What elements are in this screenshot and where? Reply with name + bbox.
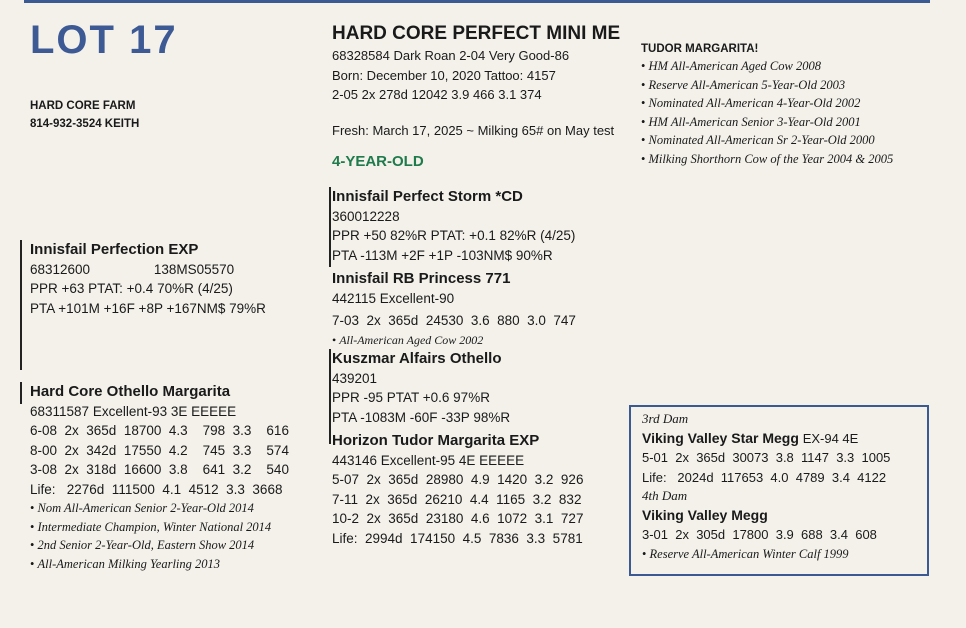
sire-pta: PTA +101M +16F +8P +167NM$ 79%R xyxy=(30,300,266,316)
tudor-honor: • Nominated All-American Sr 2-Year-Old 2000 xyxy=(641,131,893,150)
animal-block xyxy=(332,22,620,105)
fourth-dam-name: Viking Valley Megg xyxy=(642,506,768,523)
sire-ppr: PPR +63 PTAT: +0.4 70%R (4/25) xyxy=(30,281,233,296)
dam-record: 3-08 2x 318d 16600 3.8 641 3.2 540 xyxy=(30,462,289,477)
dam-name: Hard Core Othello Margarita xyxy=(30,383,231,400)
ancestry-content xyxy=(642,410,890,563)
tudor-honor: • Nominated All-American 4-Year-Old 2002 xyxy=(641,94,893,113)
fourth-dam-honor: • Reserve All-American Winter Calf 1999 xyxy=(642,545,890,564)
dam-side-rule xyxy=(329,349,331,444)
fourth-dam-label: 4th Dam xyxy=(642,488,688,503)
third-dam-classification: EX-94 4E xyxy=(802,430,859,446)
fresh-line: Fresh: March 17, 2025 ~ Milking 65# on May test xyxy=(332,123,615,138)
third-dam-record-life: Life: 2024d 117653 4.0 4789 3.4 4122 xyxy=(642,469,887,485)
top-border xyxy=(24,0,930,3)
third-dam-label: 3rd Dam xyxy=(642,411,689,426)
consignor-block xyxy=(30,97,139,133)
dam-dam-record: 5-07 2x 365d 28980 4.9 1420 3.2 926 xyxy=(332,472,584,487)
tudor-honor: • HM All-American Aged Cow 2008 xyxy=(641,57,893,76)
sire-dam-honor: • All-American Aged Cow 2002 xyxy=(332,331,576,350)
dam-dam-record: 10-2 2x 365d 23180 4.6 1072 3.1 727 xyxy=(332,511,584,526)
sire-block xyxy=(30,240,266,318)
age-label: 4-YEAR-OLD xyxy=(332,153,424,170)
third-dam-record: 5-01 2x 365d 30073 3.8 1147 3.3 1005 xyxy=(642,450,891,465)
dam-dam-registration: 443146 Excellent-95 4E EEEEE xyxy=(332,452,525,468)
dam-record-life: Life: 2276d 111500 4.1 4512 3.3 3668 xyxy=(30,481,283,497)
dam-sire-ppr: PPR -95 PTAT +0.6 97%R xyxy=(332,390,490,405)
animal-name: HARD CORE PERFECT MINI ME xyxy=(332,23,621,44)
dam-registration: 68311587 Excellent-93 3E EEEEE xyxy=(30,403,237,419)
sire-sire-ppr: PPR +50 82%R PTAT: +0.1 82%R (4/25) xyxy=(332,228,576,243)
sire-sire-registration: 360012228 xyxy=(332,208,400,224)
animal-born: Born: December 10, 2020 Tattoo: 4157 xyxy=(332,67,556,83)
tudor-honor: • Reserve All-American 5-Year-Old 2003 xyxy=(641,76,893,95)
dam-record: 8-00 2x 342d 17550 4.2 745 3.3 574 xyxy=(30,442,289,458)
farm-name: HARD CORE FARM xyxy=(30,100,136,112)
fourth-dam-record: 3-01 2x 305d 17800 3.9 688 3.4 608 xyxy=(642,527,877,542)
animal-record: 2-05 2x 278d 12042 3.9 466 3.1 374 xyxy=(332,87,542,102)
dam-record: 6-08 2x 365d 18700 4.3 798 3.3 616 xyxy=(30,423,289,438)
dam-dam-block xyxy=(332,431,583,548)
tudor-honor: • HM All-American Senior 3-Year-Old 2001 xyxy=(641,113,893,132)
dam-sire-registration: 439201 xyxy=(332,370,378,386)
dam-dam-name: Horizon Tudor Margarita EXP xyxy=(332,432,540,449)
dam-dam-record: 7-11 2x 365d 26210 4.4 1165 3.2 832 xyxy=(332,491,582,507)
dam-rule xyxy=(20,382,22,404)
sire-dam-registration: 442115 Excellent-90 xyxy=(332,290,455,306)
dam-sire-pta: PTA -1083M -60F -33P 98%R xyxy=(332,409,511,425)
dam-honor: • All-American Milking Yearling 2013 xyxy=(30,555,289,574)
sire-sire-name: Innisfail Perfect Storm *CD xyxy=(332,188,523,205)
dam-honor: • Intermediate Champion, Winter National 2014 xyxy=(30,518,289,537)
lot-title: LOT 17 xyxy=(30,18,178,62)
sire-dam-record: 7-03 2x 365d 24530 3.6 880 3.0 747 xyxy=(332,313,576,328)
tudor-block xyxy=(641,41,893,168)
dam-honor: • 2nd Senior 2-Year-Old, Eastern Show 2014 xyxy=(30,536,289,555)
tudor-title: TUDOR MARGARITA! xyxy=(641,43,759,55)
animal-registration: 68328584 Dark Roan 2-04 Very Good-86 xyxy=(332,48,570,63)
dam-honor: • Nom All-American Senior 2-Year-Old 2014 xyxy=(30,499,289,518)
dam-block xyxy=(30,382,289,573)
sire-sire-block xyxy=(332,187,575,265)
sire-dam-block xyxy=(332,269,576,349)
sire-registration: 68312600 138MS05570 xyxy=(30,261,235,277)
dam-sire-name: Kuszmar Alfairs Othello xyxy=(332,350,502,367)
sire-name: Innisfail Perfection EXP xyxy=(30,241,199,258)
farm-contact: 814-932-3524 KEITH xyxy=(30,118,140,130)
sire-rule xyxy=(20,240,22,370)
sire-sire-pta: PTA -113M +2F +1P -103NM$ 90%R xyxy=(332,247,553,263)
sire-dam-name: Innisfail RB Princess 771 xyxy=(332,270,511,287)
sire-sire-rule xyxy=(329,187,331,267)
dam-sire-block xyxy=(332,349,510,427)
tudor-honor: • Milking Shorthorn Cow of the Year 2004 & 2005 xyxy=(641,150,893,169)
dam-dam-record-life: Life: 2994d 174150 4.5 7836 3.3 5781 xyxy=(332,530,583,546)
third-dam-name: Viking Valley Star Megg xyxy=(642,429,799,446)
